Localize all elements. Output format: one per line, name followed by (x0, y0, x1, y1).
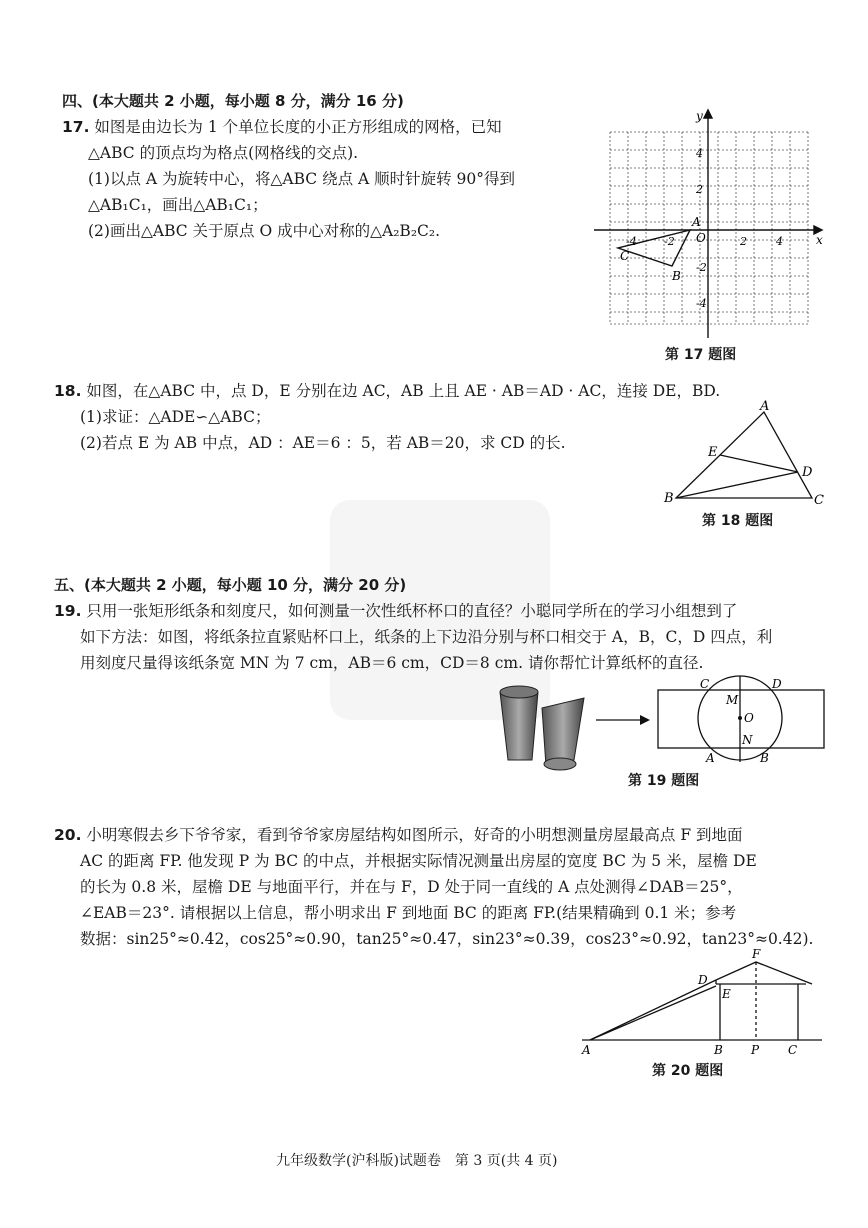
tick-x-neg4: -4 (626, 235, 637, 248)
question-20-line-1: 小明寒假去乡下爷爷家，看到爷爷家房屋结构如图所示，好奇的小明想测量房屋最高点 F 到地面 (86, 826, 743, 844)
paper-cups-image (492, 680, 592, 774)
pt-a: A (706, 751, 715, 765)
axis-x-label: x (816, 233, 823, 247)
pt-c: C (788, 1043, 798, 1057)
question-17-line-4: △AB₁C₁，画出△AB₁C₁； (88, 196, 268, 214)
figure-19-strip-circle (654, 672, 828, 768)
pt-n: N (742, 733, 753, 747)
tick-y-4: 4 (696, 147, 703, 160)
pt-b: B (664, 491, 674, 506)
pt-e: E (708, 445, 718, 460)
origin-label: O (696, 231, 706, 245)
pt-d: D (772, 677, 782, 691)
pt-c: C (700, 677, 710, 691)
section-5-title: 五、(本大题共 2 小题，每小题 10 分，满分 20 分) (54, 576, 407, 594)
question-20-line-3: 的长为 0.8 米，屋檐 DE 与地面平行，并在与 F，D 处于同一直线的 A 点处测得∠DAB＝25°， (80, 878, 743, 896)
figure-19-caption: 第 19 题图 (628, 773, 700, 789)
question-18-line-2: (1)求证：△ADE∽△ABC； (80, 408, 271, 426)
question-20-number: 20. (54, 826, 82, 844)
question-19-line-1: 只用一张矩形纸条和刻度尺，如何测量一次性纸杯杯口的直径？小聪同学所在的学习小组想到了 (86, 602, 738, 620)
question-20-line-4: ∠EAB＝23°. 请根据以上信息，帮小明求出 F 到地面 BC 的距离 FP.(结果精确到 0.1 米；参考 (80, 904, 737, 922)
question-20-line-2: AC 的距离 FP. 他发现 P 为 BC 的中点，并根据实际情况测量出房屋的宽度 BC 为 5 米，屋檐 DE (80, 852, 757, 870)
question-19-line-2: 如下方法：如图，将纸条拉直紧贴杯口上，纸条的上下边沿分别与杯口相交于 A，B，C，D 四点，利 (80, 628, 773, 646)
arrow-icon (594, 710, 654, 730)
question-20 (54, 822, 743, 848)
pt-d: D (698, 973, 708, 987)
question-20-line-5: 数据：sin25°≈0.42，cos25°≈0.90，tan25°≈0.47，sin23°≈0.39，cos23°≈0.92，tan23°≈0.42). (80, 930, 814, 948)
question-19-line-3: 用刻度尺量得该纸条宽 MN 为 7 cm，AB＝6 cm，CD＝8 cm. 请你帮忙计算纸杯的直径. (80, 654, 704, 672)
question-18-number: 18. (54, 382, 82, 400)
pt-p: P (751, 1043, 760, 1057)
figure-18-triangle (660, 398, 830, 508)
tick-x-4: 4 (776, 235, 783, 248)
pt-m: M (726, 693, 739, 707)
question-18-line-1: 如图，在△ABC 中，点 D，E 分别在边 AC，AB 上且 AE · AB＝AD · AC，连接 DE，BD. (86, 382, 721, 400)
pt-b: B (760, 751, 769, 765)
section-4-title: 四、(本大题共 2 小题，每小题 8 分，满分 16 分) (62, 92, 404, 110)
pt-d: D (802, 465, 813, 480)
figure-20-caption: 第 20 题图 (652, 1063, 724, 1079)
page-footer: 九年级数学(沪科版)试题卷 第 3 页(共 4 页) (276, 1153, 558, 1169)
pt-c: C (814, 493, 824, 508)
question-19-number: 19. (54, 602, 82, 620)
pt-a: A (760, 399, 770, 414)
tick-x-2: 2 (740, 235, 747, 248)
pt-a: A (582, 1043, 591, 1057)
question-18-line-3: (2)若点 E 为 AB 中点，AD ：AE＝6 ：5，若 AB＝20，求 CD 的长. (80, 434, 566, 452)
figure-17-caption: 第 17 题图 (665, 347, 737, 363)
question-17 (62, 114, 502, 140)
tick-x-neg2: -2 (664, 235, 675, 248)
axis-y-label: y (696, 109, 703, 123)
figure-20-house (576, 944, 826, 1060)
figure-17-grid (590, 108, 830, 343)
question-17-number: 17. (62, 118, 90, 136)
point-c-label: C (620, 249, 630, 263)
question-17-line-5: (2)画出△ABC 关于原点 O 成中心对称的△A₂B₂C₂. (88, 222, 441, 240)
tick-y-2: 2 (696, 183, 703, 196)
pt-f: F (752, 947, 761, 961)
point-a-label: A (692, 215, 701, 229)
pt-o: O (744, 711, 754, 725)
question-19 (54, 598, 737, 624)
point-b-label: B (672, 269, 681, 283)
figure-18-caption: 第 18 题图 (702, 513, 774, 529)
pt-b: B (714, 1043, 723, 1057)
tick-y-neg4: -4 (696, 297, 707, 310)
question-18 (54, 378, 720, 404)
tick-y-neg2: -2 (696, 261, 707, 274)
pt-e: E (722, 987, 731, 1001)
question-17-line-1: 如图是由边长为 1 个单位长度的小正方形组成的网格，已知 (94, 118, 502, 136)
question-17-line-3: (1)以点 A 为旋转中心，将△ABC 绕点 A 顺时针旋转 90°得到 (88, 170, 516, 188)
question-17-line-2: △ABC 的顶点均为格点(网格线的交点). (88, 144, 359, 162)
